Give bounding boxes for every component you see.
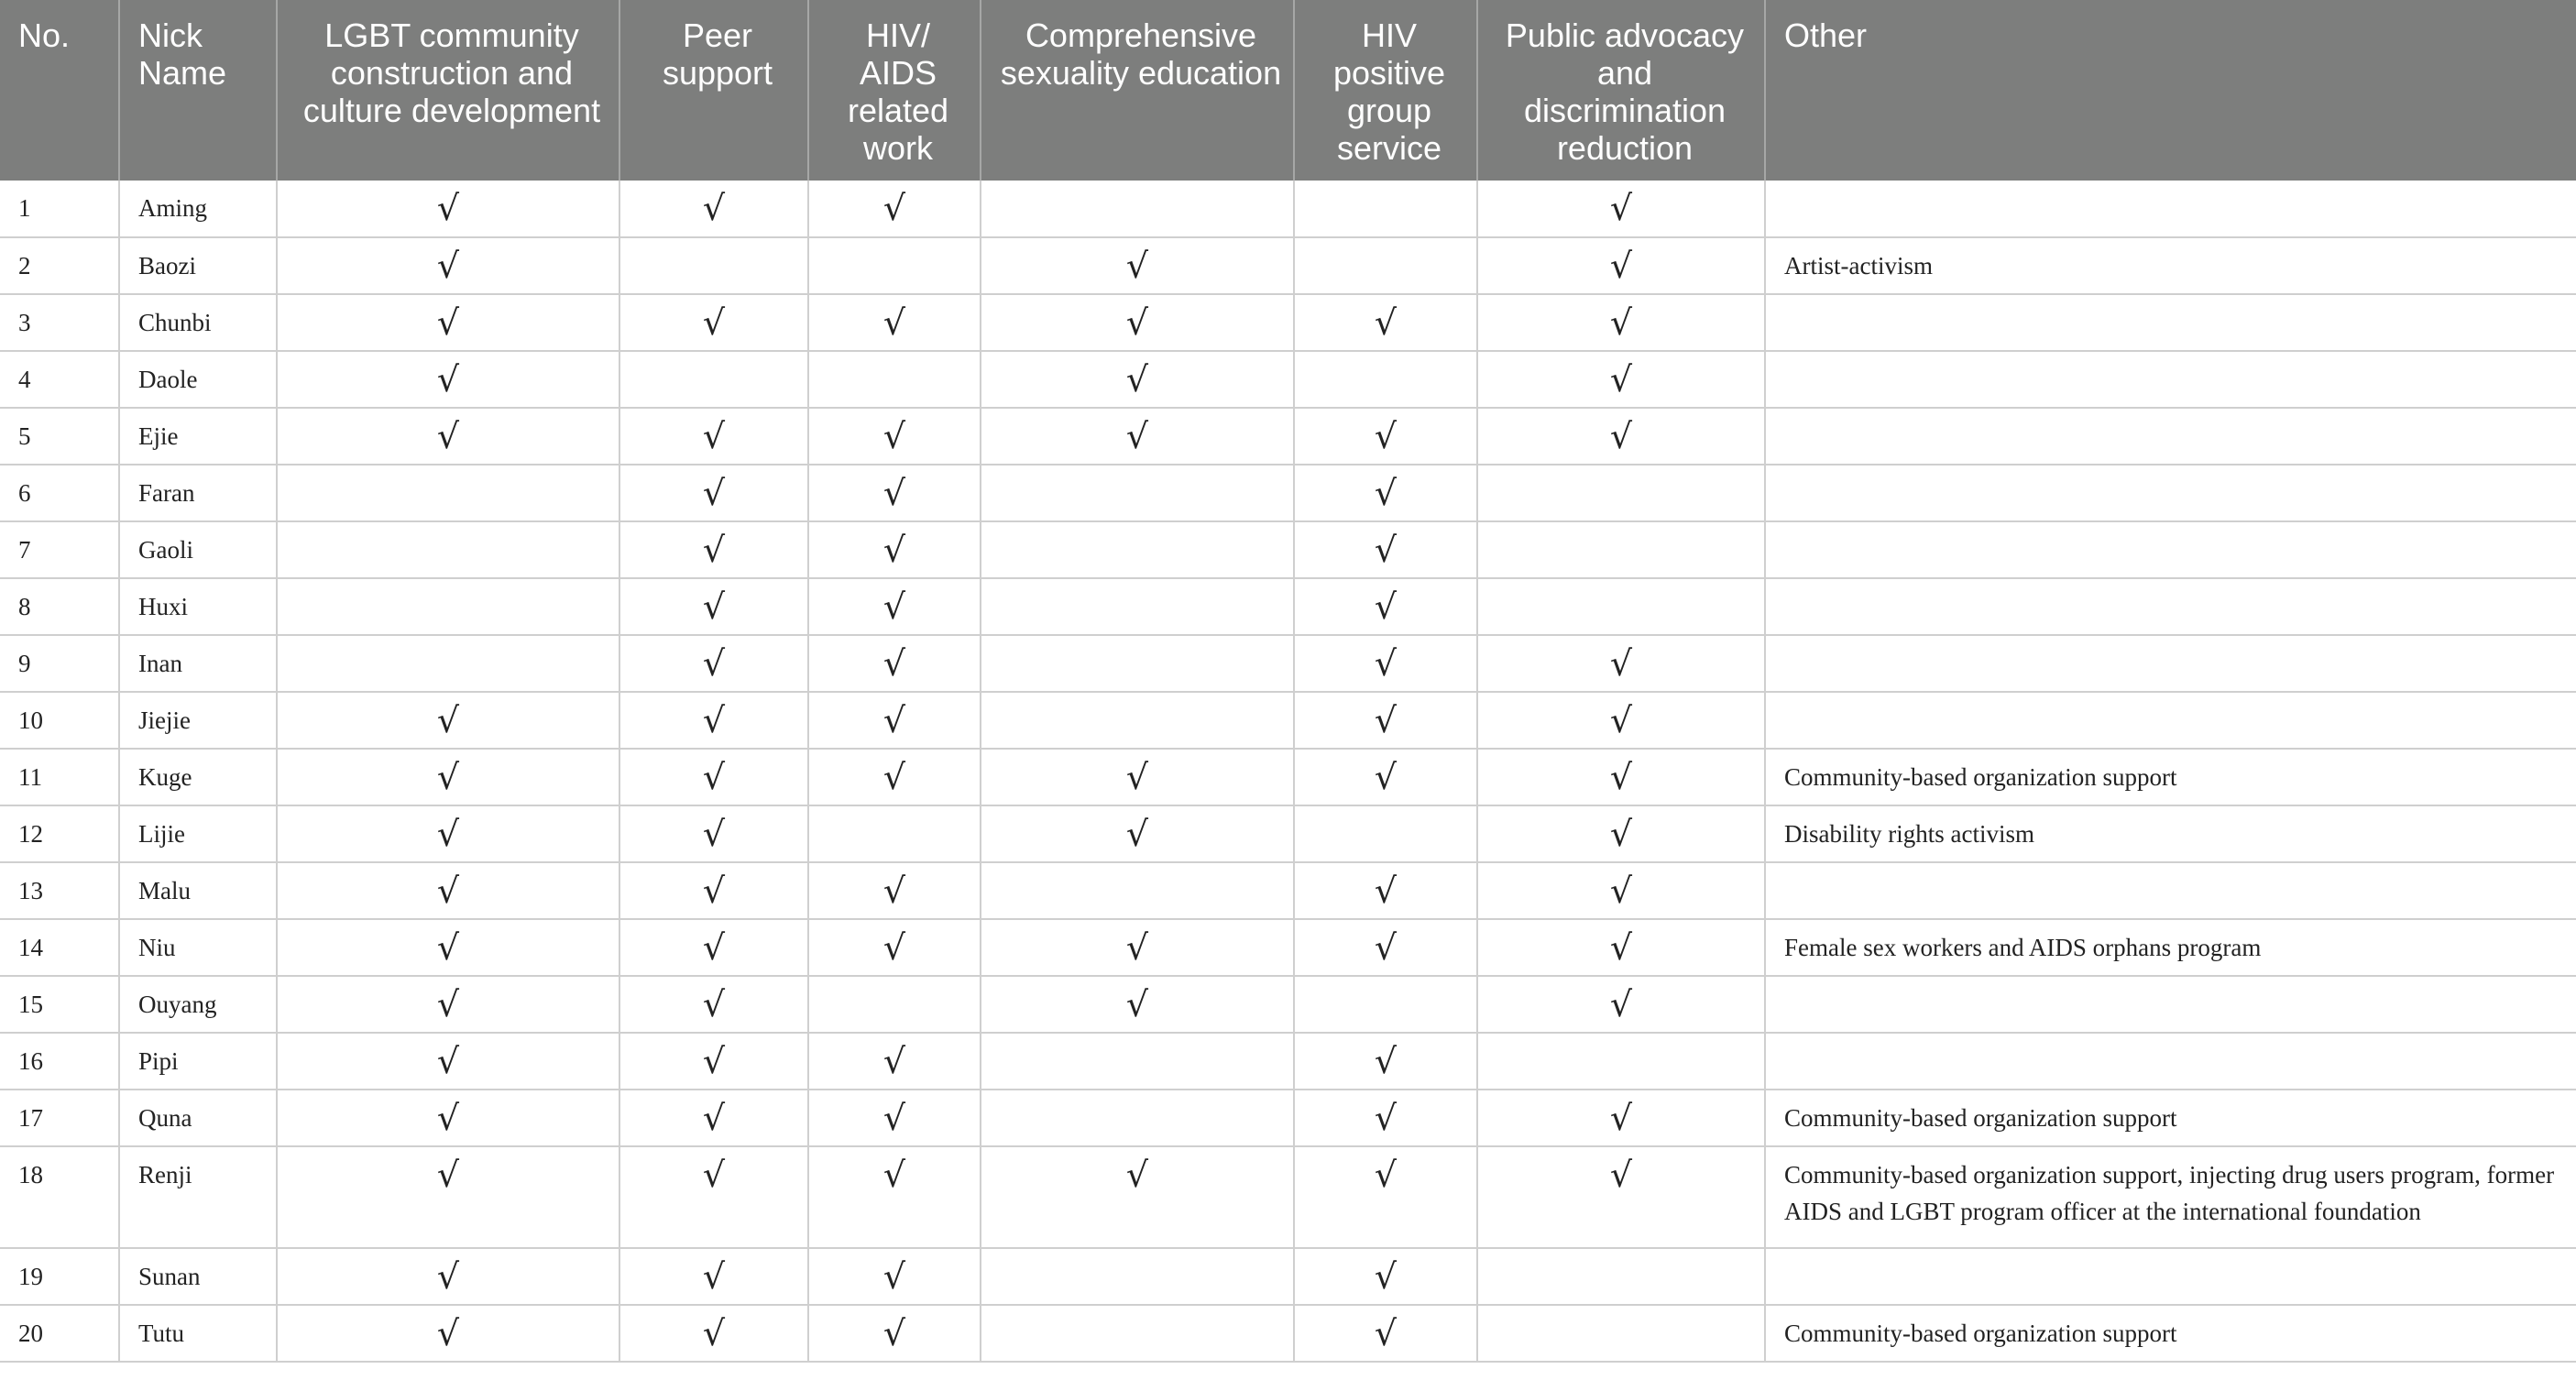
check-mark-icon: √ xyxy=(1294,862,1477,919)
check-mark-icon: √ xyxy=(1477,919,1765,976)
check-mark-icon: √ xyxy=(1477,635,1765,692)
check-mark-icon: √ xyxy=(1477,692,1765,749)
table-row xyxy=(0,237,2576,294)
table-row xyxy=(0,294,2576,351)
table-row xyxy=(0,465,2576,521)
empty-cell xyxy=(981,635,1294,692)
empty-cell xyxy=(1477,1305,1765,1362)
check-mark-icon: √ xyxy=(1294,578,1477,635)
cell-no: 12 xyxy=(0,805,119,862)
cell-no: 18 xyxy=(0,1146,119,1248)
cell-nick-name: Quna xyxy=(119,1090,277,1146)
check-mark-icon: √ xyxy=(808,181,981,237)
check-mark-icon: √ xyxy=(277,294,619,351)
cell-other: Artist-activism xyxy=(1765,237,2576,294)
check-mark-icon: √ xyxy=(1294,749,1477,805)
check-mark-icon: √ xyxy=(1294,521,1477,578)
cell-other xyxy=(1765,692,2576,749)
table-row xyxy=(0,919,2576,976)
check-mark-icon: √ xyxy=(619,465,808,521)
cell-no: 1 xyxy=(0,181,119,237)
check-mark-icon: √ xyxy=(808,1146,981,1248)
header-other: Other xyxy=(1765,0,2576,181)
check-mark-icon: √ xyxy=(619,749,808,805)
cell-nick-name: Baozi xyxy=(119,237,277,294)
cell-no: 9 xyxy=(0,635,119,692)
check-mark-icon: √ xyxy=(277,1090,619,1146)
cell-no: 2 xyxy=(0,237,119,294)
check-mark-icon: √ xyxy=(981,237,1294,294)
check-mark-icon: √ xyxy=(808,294,981,351)
check-mark-icon: √ xyxy=(808,578,981,635)
table-row xyxy=(0,805,2576,862)
check-mark-icon: √ xyxy=(619,294,808,351)
check-mark-icon: √ xyxy=(619,1090,808,1146)
check-mark-icon: √ xyxy=(981,408,1294,465)
empty-cell xyxy=(981,692,1294,749)
table-row xyxy=(0,1305,2576,1362)
check-mark-icon: √ xyxy=(619,635,808,692)
cell-nick-name: Kuge xyxy=(119,749,277,805)
check-mark-icon: √ xyxy=(1477,294,1765,351)
check-mark-icon: √ xyxy=(1294,1033,1477,1090)
check-mark-icon: √ xyxy=(277,1305,619,1362)
check-mark-icon: √ xyxy=(808,635,981,692)
cell-no: 19 xyxy=(0,1248,119,1305)
empty-cell xyxy=(1477,465,1765,521)
cell-other: Community-based organization support xyxy=(1765,749,2576,805)
cell-nick-name: Sunan xyxy=(119,1248,277,1305)
cell-other xyxy=(1765,294,2576,351)
empty-cell xyxy=(1477,1033,1765,1090)
cell-nick-name: Inan xyxy=(119,635,277,692)
cell-other xyxy=(1765,408,2576,465)
check-mark-icon: √ xyxy=(1477,237,1765,294)
check-mark-icon: √ xyxy=(808,408,981,465)
cell-other: Community-based organization support xyxy=(1765,1305,2576,1362)
check-mark-icon: √ xyxy=(1477,805,1765,862)
check-mark-icon: √ xyxy=(1294,408,1477,465)
cell-other xyxy=(1765,351,2576,408)
cell-other xyxy=(1765,465,2576,521)
empty-cell xyxy=(808,976,981,1033)
check-mark-icon: √ xyxy=(277,976,619,1033)
check-mark-icon: √ xyxy=(808,1305,981,1362)
check-mark-icon: √ xyxy=(808,465,981,521)
cell-other xyxy=(1765,181,2576,237)
table-row xyxy=(0,351,2576,408)
check-mark-icon: √ xyxy=(981,1146,1294,1248)
cell-no: 20 xyxy=(0,1305,119,1362)
cell-nick-name: Tutu xyxy=(119,1305,277,1362)
table-row xyxy=(0,521,2576,578)
cell-no: 16 xyxy=(0,1033,119,1090)
cell-nick-name: Chunbi xyxy=(119,294,277,351)
check-mark-icon: √ xyxy=(277,1248,619,1305)
cell-other xyxy=(1765,521,2576,578)
empty-cell xyxy=(981,1248,1294,1305)
cell-nick-name: Faran xyxy=(119,465,277,521)
cell-nick-name: Jiejie xyxy=(119,692,277,749)
check-mark-icon: √ xyxy=(1477,1146,1765,1248)
check-mark-icon: √ xyxy=(277,1146,619,1248)
cell-nick-name: Gaoli xyxy=(119,521,277,578)
header-public-advocacy: Public advocacy and discrimination reduction xyxy=(1477,0,1765,181)
empty-cell xyxy=(1294,351,1477,408)
empty-cell xyxy=(981,521,1294,578)
check-mark-icon: √ xyxy=(277,181,619,237)
cell-no: 11 xyxy=(0,749,119,805)
check-mark-icon: √ xyxy=(981,805,1294,862)
table-header xyxy=(0,0,2576,181)
table-row xyxy=(0,976,2576,1033)
check-mark-icon: √ xyxy=(1294,1305,1477,1362)
table-body xyxy=(0,181,2576,1362)
check-mark-icon: √ xyxy=(808,692,981,749)
check-mark-icon: √ xyxy=(1477,976,1765,1033)
check-mark-icon: √ xyxy=(619,919,808,976)
empty-cell xyxy=(808,805,981,862)
header-peer-support: Peer support xyxy=(619,0,808,181)
cell-other xyxy=(1765,1248,2576,1305)
check-mark-icon: √ xyxy=(619,1305,808,1362)
empty-cell xyxy=(277,521,619,578)
check-mark-icon: √ xyxy=(1294,635,1477,692)
header-sexuality-education: Comprehensive sexuality education xyxy=(981,0,1294,181)
check-mark-icon: √ xyxy=(619,976,808,1033)
check-mark-icon: √ xyxy=(808,1090,981,1146)
empty-cell xyxy=(619,351,808,408)
cell-no: 13 xyxy=(0,862,119,919)
check-mark-icon: √ xyxy=(808,1248,981,1305)
cell-other xyxy=(1765,578,2576,635)
header-hiv-aids-work: HIV/ AIDS related work xyxy=(808,0,981,181)
check-mark-icon: √ xyxy=(277,862,619,919)
cell-nick-name: Ejie xyxy=(119,408,277,465)
cell-other: Female sex workers and AIDS orphans program xyxy=(1765,919,2576,976)
check-mark-icon: √ xyxy=(1294,1090,1477,1146)
empty-cell xyxy=(1294,181,1477,237)
empty-cell xyxy=(277,635,619,692)
check-mark-icon: √ xyxy=(981,976,1294,1033)
cell-no: 3 xyxy=(0,294,119,351)
empty-cell xyxy=(277,578,619,635)
table-row xyxy=(0,692,2576,749)
cell-other xyxy=(1765,862,2576,919)
check-mark-icon: √ xyxy=(981,749,1294,805)
check-mark-icon: √ xyxy=(1294,692,1477,749)
table-row xyxy=(0,181,2576,237)
empty-cell xyxy=(981,465,1294,521)
empty-cell xyxy=(619,237,808,294)
empty-cell xyxy=(981,1033,1294,1090)
cell-no: 17 xyxy=(0,1090,119,1146)
check-mark-icon: √ xyxy=(277,1033,619,1090)
check-mark-icon: √ xyxy=(808,1033,981,1090)
check-mark-icon: √ xyxy=(619,521,808,578)
empty-cell xyxy=(981,1090,1294,1146)
check-mark-icon: √ xyxy=(619,692,808,749)
check-mark-icon: √ xyxy=(1477,862,1765,919)
check-mark-icon: √ xyxy=(619,1248,808,1305)
cell-no: 10 xyxy=(0,692,119,749)
empty-cell xyxy=(1477,578,1765,635)
header-nick-name: Nick Name xyxy=(119,0,277,181)
empty-cell xyxy=(277,465,619,521)
check-mark-icon: √ xyxy=(1294,1146,1477,1248)
cell-nick-name: Huxi xyxy=(119,578,277,635)
cell-nick-name: Renji xyxy=(119,1146,277,1248)
cell-nick-name: Ouyang xyxy=(119,976,277,1033)
cell-no: 4 xyxy=(0,351,119,408)
empty-cell xyxy=(1294,805,1477,862)
cell-other: Community-based organization support, injecting drug users program, former AIDS and LGBT program officer at the international foundation xyxy=(1765,1146,2576,1248)
empty-cell xyxy=(981,1305,1294,1362)
cell-nick-name: Lijie xyxy=(119,805,277,862)
empty-cell xyxy=(808,237,981,294)
check-mark-icon: √ xyxy=(808,521,981,578)
table-row xyxy=(0,1090,2576,1146)
header-row xyxy=(0,0,2576,181)
cell-nick-name: Aming xyxy=(119,181,277,237)
table-row xyxy=(0,408,2576,465)
table-row xyxy=(0,1033,2576,1090)
cell-no: 14 xyxy=(0,919,119,976)
check-mark-icon: √ xyxy=(1477,749,1765,805)
check-mark-icon: √ xyxy=(1294,919,1477,976)
header-no: No. xyxy=(0,0,119,181)
cell-no: 5 xyxy=(0,408,119,465)
cell-other: Community-based organization support xyxy=(1765,1090,2576,1146)
check-mark-icon: √ xyxy=(808,749,981,805)
check-mark-icon: √ xyxy=(981,919,1294,976)
check-mark-icon: √ xyxy=(619,1033,808,1090)
empty-cell xyxy=(981,578,1294,635)
table-row xyxy=(0,1146,2576,1248)
check-mark-icon: √ xyxy=(1477,408,1765,465)
check-mark-icon: √ xyxy=(619,1146,808,1248)
check-mark-icon: √ xyxy=(1294,1248,1477,1305)
check-mark-icon: √ xyxy=(277,749,619,805)
cell-no: 6 xyxy=(0,465,119,521)
cell-other xyxy=(1765,635,2576,692)
check-mark-icon: √ xyxy=(981,294,1294,351)
cell-nick-name: Daole xyxy=(119,351,277,408)
check-mark-icon: √ xyxy=(277,408,619,465)
check-mark-icon: √ xyxy=(277,692,619,749)
empty-cell xyxy=(1477,1248,1765,1305)
table-row xyxy=(0,578,2576,635)
check-mark-icon: √ xyxy=(981,351,1294,408)
check-mark-icon: √ xyxy=(808,862,981,919)
check-mark-icon: √ xyxy=(277,805,619,862)
cell-nick-name: Niu xyxy=(119,919,277,976)
cell-no: 15 xyxy=(0,976,119,1033)
header-hiv-positive-service: HIV positive group service xyxy=(1294,0,1477,181)
header-lgbt-community: LGBT community construction and culture development xyxy=(277,0,619,181)
check-mark-icon: √ xyxy=(619,805,808,862)
empty-cell xyxy=(981,862,1294,919)
check-mark-icon: √ xyxy=(277,351,619,408)
check-mark-icon: √ xyxy=(619,408,808,465)
check-mark-icon: √ xyxy=(619,181,808,237)
check-mark-icon: √ xyxy=(1294,294,1477,351)
check-mark-icon: √ xyxy=(619,862,808,919)
empty-cell xyxy=(1477,521,1765,578)
cell-other xyxy=(1765,1033,2576,1090)
check-mark-icon: √ xyxy=(1477,1090,1765,1146)
check-mark-icon: √ xyxy=(277,919,619,976)
empty-cell xyxy=(808,351,981,408)
cell-other: Disability rights activism xyxy=(1765,805,2576,862)
cell-no: 8 xyxy=(0,578,119,635)
cell-no: 7 xyxy=(0,521,119,578)
cell-other xyxy=(1765,976,2576,1033)
check-mark-icon: √ xyxy=(1477,351,1765,408)
empty-cell xyxy=(1294,237,1477,294)
table-row xyxy=(0,862,2576,919)
table-row xyxy=(0,749,2576,805)
check-mark-icon: √ xyxy=(1294,465,1477,521)
empty-cell xyxy=(1294,976,1477,1033)
empty-cell xyxy=(981,181,1294,237)
check-mark-icon: √ xyxy=(1477,181,1765,237)
table-row xyxy=(0,1248,2576,1305)
cell-nick-name: Malu xyxy=(119,862,277,919)
check-mark-icon: √ xyxy=(808,919,981,976)
check-mark-icon: √ xyxy=(277,237,619,294)
check-mark-icon: √ xyxy=(619,578,808,635)
table-row xyxy=(0,635,2576,692)
cell-nick-name: Pipi xyxy=(119,1033,277,1090)
